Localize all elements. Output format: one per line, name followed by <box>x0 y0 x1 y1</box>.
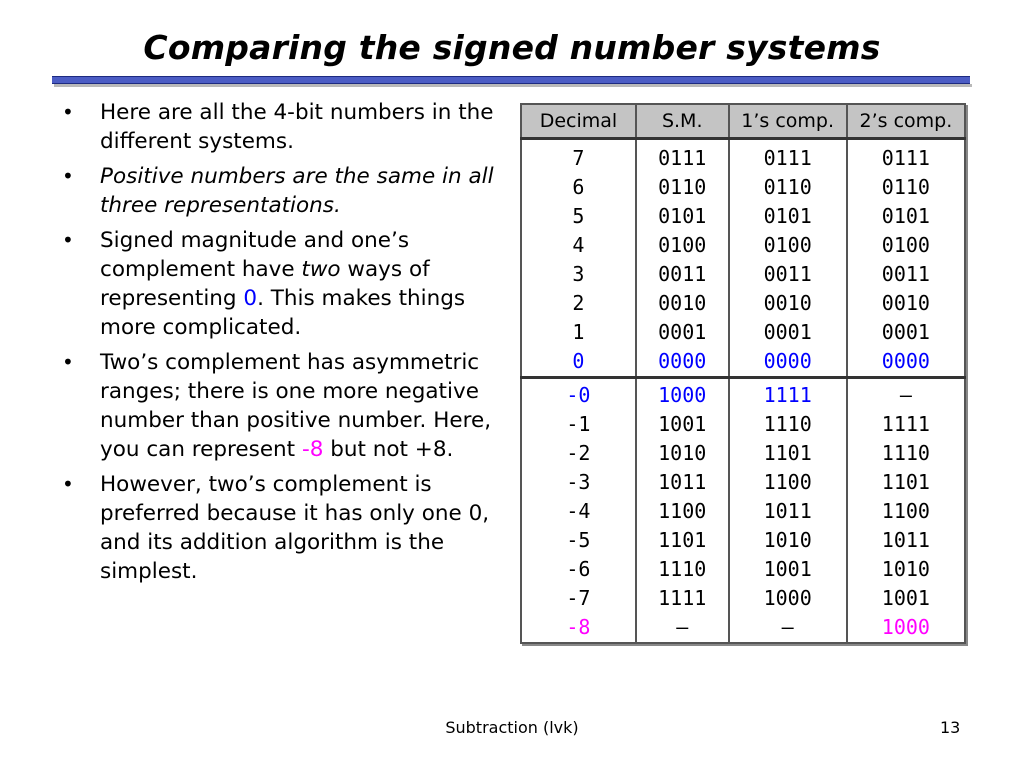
table-cell: 1000 <box>729 584 847 613</box>
table-row <box>521 231 965 260</box>
table-cell: 1100 <box>847 497 965 526</box>
table-cell: 1001 <box>636 410 729 439</box>
table-cell: 1 <box>521 318 636 347</box>
table-cell: 1000 <box>636 378 729 411</box>
header-twos-comp: 2’s comp. <box>847 104 965 139</box>
table-cell: 5 <box>521 202 636 231</box>
table-cell: -3 <box>521 468 636 497</box>
table-cell: 1101 <box>729 439 847 468</box>
bullet-dot-icon: • <box>62 164 74 188</box>
table-cell: 6 <box>521 173 636 202</box>
bullet-item <box>62 162 502 220</box>
table-cell: 0000 <box>636 347 729 378</box>
bullet-text-part: Signed magnitude and one’s complement have <box>100 228 410 282</box>
table-cell: 0110 <box>847 173 965 202</box>
bullet-text: Here are all the 4-bit numbers in the different systems. <box>100 100 494 154</box>
table-cell: 1011 <box>847 526 965 555</box>
table-cell: 1110 <box>636 555 729 584</box>
table-row <box>521 318 965 347</box>
table-cell: -7 <box>521 584 636 613</box>
bullet-text: Positive numbers are the same in all three representations. <box>100 164 494 218</box>
table-row <box>521 139 965 174</box>
comparison-table-container <box>520 103 966 638</box>
table-cell: 0100 <box>729 231 847 260</box>
table-cell: 1100 <box>729 468 847 497</box>
table-cell: -1 <box>521 410 636 439</box>
bullet-item <box>62 226 502 342</box>
table-row <box>521 173 965 202</box>
bullet-item <box>62 98 502 156</box>
table-cell: 1111 <box>847 410 965 439</box>
bullet-dot-icon: • <box>62 472 74 496</box>
table-cell: 2 <box>521 289 636 318</box>
table-cell: -2 <box>521 439 636 468</box>
table-cell: 1011 <box>636 468 729 497</box>
table-cell: — <box>847 378 965 411</box>
bullet-list <box>62 98 502 592</box>
bullet-item <box>62 348 502 464</box>
table-cell: 0011 <box>847 260 965 289</box>
bullet-text: However, two’s complement is preferred because it has only one 0, and its addition algorithm is the simplest. <box>100 472 490 584</box>
table-cell: 0100 <box>636 231 729 260</box>
table-row <box>521 260 965 289</box>
table-cell: 0000 <box>847 347 965 378</box>
table-cell: 1101 <box>847 468 965 497</box>
table-row <box>521 526 965 555</box>
zero-highlight: 0 <box>243 286 258 311</box>
table-cell: -5 <box>521 526 636 555</box>
table-cell: 0001 <box>847 318 965 347</box>
table-cell: 0110 <box>729 173 847 202</box>
table-cell: -8 <box>521 613 636 643</box>
table-cell: 1111 <box>636 584 729 613</box>
table-row <box>521 584 965 613</box>
table-cell: -4 <box>521 497 636 526</box>
table-cell: 0011 <box>729 260 847 289</box>
table-cell: 1100 <box>636 497 729 526</box>
table-row <box>521 613 965 643</box>
bullet-item <box>62 470 502 586</box>
positive-rows <box>521 139 965 378</box>
table-cell: 0111 <box>729 139 847 174</box>
bullet-text-part: ways of representing <box>100 257 430 311</box>
signed-systems-table <box>520 103 966 644</box>
table-cell: 0110 <box>636 173 729 202</box>
table-row <box>521 468 965 497</box>
table-row <box>521 202 965 231</box>
table-row <box>521 439 965 468</box>
table-cell: 1010 <box>729 526 847 555</box>
table-cell: 0000 <box>729 347 847 378</box>
bullet-dot-icon: • <box>62 100 74 124</box>
title-underline <box>52 76 970 84</box>
table-header-row <box>521 104 965 139</box>
table-cell: 0010 <box>729 289 847 318</box>
table-cell: 1110 <box>729 410 847 439</box>
table-cell: -6 <box>521 555 636 584</box>
slide-title: Comparing the signed number systems <box>143 28 881 67</box>
table-cell: 0001 <box>636 318 729 347</box>
slide-footer: Subtraction (lvk) <box>445 718 579 737</box>
table-cell: -0 <box>521 378 636 411</box>
table-cell: 0101 <box>729 202 847 231</box>
table-cell: 3 <box>521 260 636 289</box>
table-row <box>521 555 965 584</box>
bullet-text-part: Two’s complement has asymmetric ranges; there is one more negative number than positive number. Here, you can represent <box>100 350 492 462</box>
table-cell: 1111 <box>729 378 847 411</box>
table-cell: 0001 <box>729 318 847 347</box>
table-cell: 1000 <box>847 613 965 643</box>
table-cell: 0101 <box>636 202 729 231</box>
bullet-emphasis: two <box>301 257 341 282</box>
table-cell: — <box>729 613 847 643</box>
table-cell: 1010 <box>847 555 965 584</box>
table-row <box>521 289 965 318</box>
header-ones-comp: 1’s comp. <box>729 104 847 139</box>
table-cell: 1011 <box>729 497 847 526</box>
table-row <box>521 378 965 411</box>
page-number: 13 <box>940 718 961 737</box>
minus-eight-highlight: -8 <box>301 437 324 462</box>
table-cell: 7 <box>521 139 636 174</box>
bullet-text-part: . This makes things more complicated. <box>100 286 466 340</box>
table-cell: 0111 <box>636 139 729 174</box>
table-cell: 0111 <box>847 139 965 174</box>
table-cell: 1001 <box>847 584 965 613</box>
header-sm: S.M. <box>636 104 729 139</box>
bullet-dot-icon: • <box>62 350 74 374</box>
table-cell: 1101 <box>636 526 729 555</box>
table-cell: 0 <box>521 347 636 378</box>
table-cell: 1110 <box>847 439 965 468</box>
table-cell: 1010 <box>636 439 729 468</box>
table-row <box>521 497 965 526</box>
header-decimal: Decimal <box>521 104 636 139</box>
table-cell: 0010 <box>847 289 965 318</box>
bullet-dot-icon: • <box>62 228 74 252</box>
table-cell: 0010 <box>636 289 729 318</box>
table-cell: 1001 <box>729 555 847 584</box>
title-underline-shadow <box>54 84 972 87</box>
table-cell: 0100 <box>847 231 965 260</box>
table-cell: — <box>636 613 729 643</box>
table-row <box>521 410 965 439</box>
table-cell: 0011 <box>636 260 729 289</box>
table-row <box>521 347 965 378</box>
bullet-text-part: but not +8. <box>323 437 454 462</box>
table-cell: 0101 <box>847 202 965 231</box>
table-cell: 4 <box>521 231 636 260</box>
negative-rows <box>521 378 965 644</box>
